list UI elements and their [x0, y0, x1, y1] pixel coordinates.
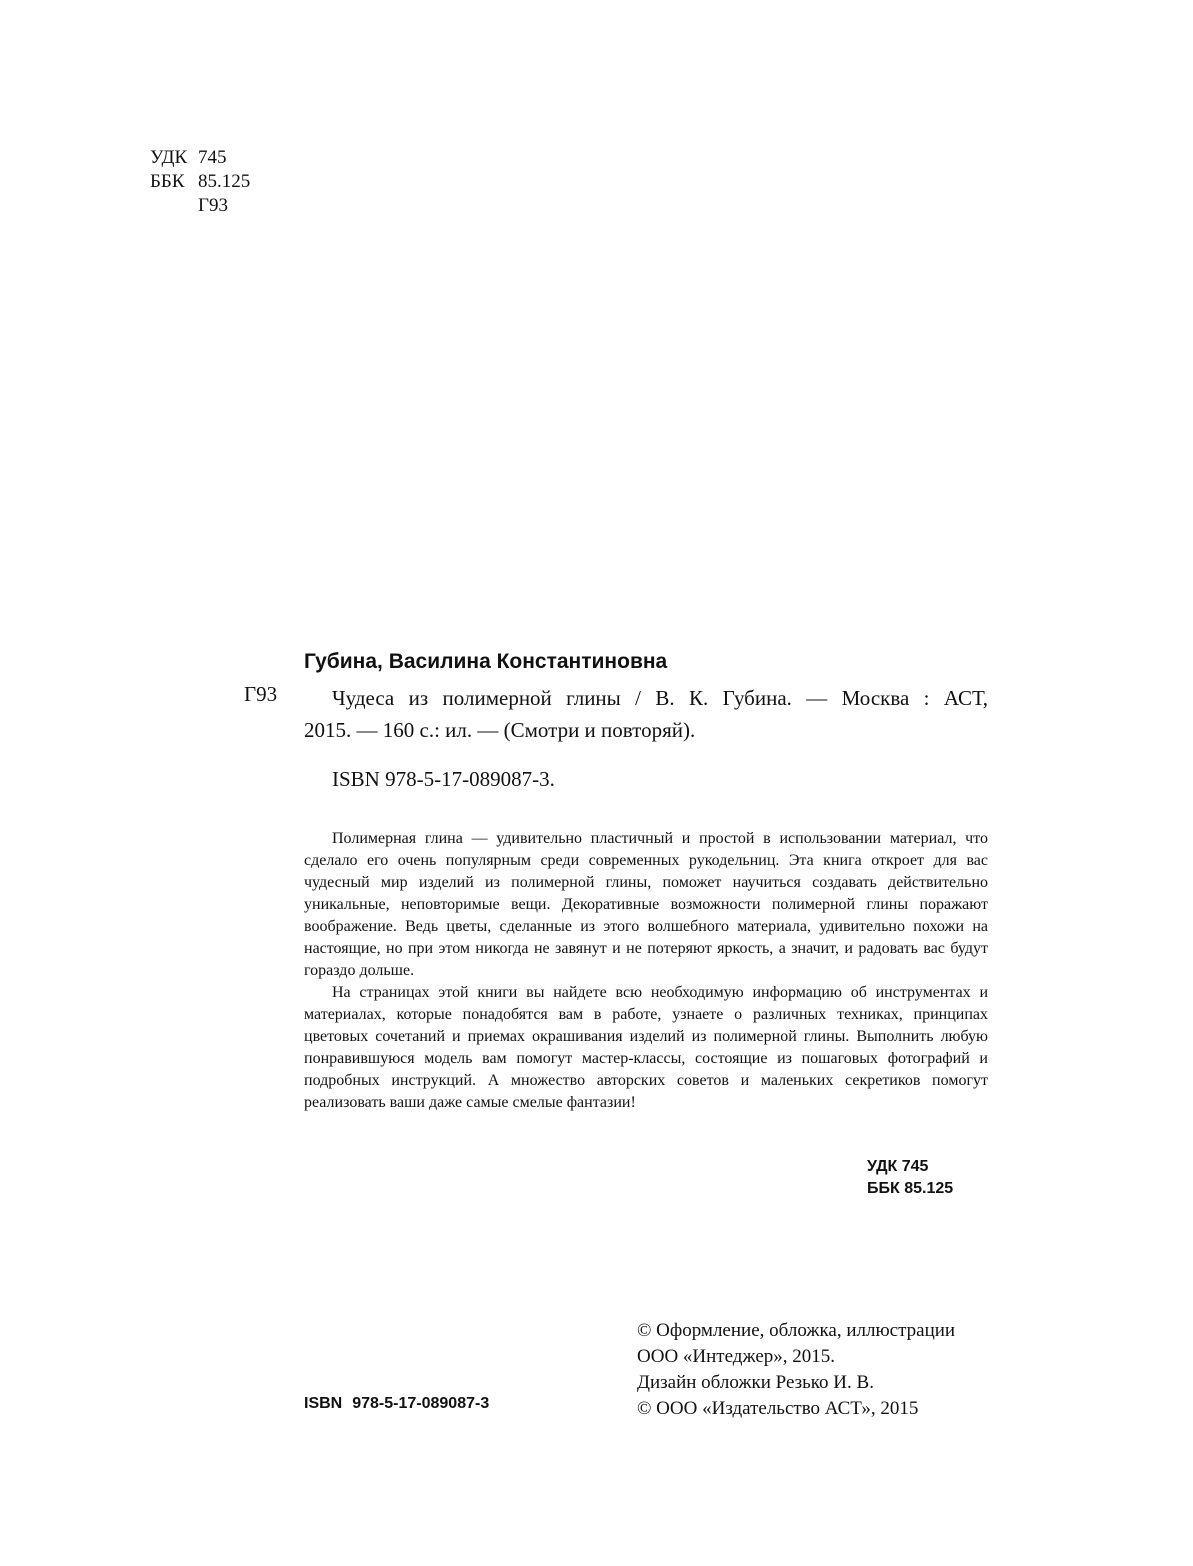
copyright-block	[637, 1318, 955, 1422]
copyright-line-1: © Оформление, обложка, иллюстрации	[637, 1320, 956, 1341]
bottom-bbk: ББК 85.125	[867, 1180, 954, 1197]
annotation-paragraph-1: Полимерная глина — удивительно пластичный и простой в использовании материал, что сделало его очень популярным среди современных рукодельниц. Эта книга откроет для вас чудесный мир изделий из полимерной глины, поможет научиться создавать действительно уникальные, неповторимые вещи. Декоративные возможности полимерной глины поражают воображение. Ведь цветы, сделанные из этого волшебного материала, удивительно похожи на настоящие, но при этом никогда не завянут и не потеряют яркость, а значит, и радовать вас будут гораздо дольше.	[304, 830, 988, 979]
top-udk-value: 745	[198, 147, 227, 168]
top-bbk-label: ББК	[150, 171, 185, 192]
bibliographic-description	[304, 682, 988, 746]
card-isbn: ISBN 978-5-17-089087-3.	[332, 767, 555, 791]
bottom-isbn	[304, 1395, 489, 1413]
top-bbk-row	[150, 170, 250, 194]
copyright-line-2: ООО «Интеджер», 2015.	[637, 1346, 836, 1367]
bottom-isbn-number: 978-5-17-089087-3	[352, 1395, 490, 1412]
top-udk-row	[150, 146, 250, 170]
annotation	[304, 828, 988, 1114]
top-udk-label: УДК	[150, 147, 188, 168]
bib-line-1: Чудеса из полимерной глины / В. К. Губина. — Москва : АСТ,	[332, 686, 988, 710]
annotation-paragraph-2: На страницах этой книги вы найдете всю необходимую информацию об инструментах и материалах, которые понадобятся вам в работе, узнаете о различных техниках, принципах цветовых сочетаний и приемах окрашивания изделий из полимерной глины. Выполнить любую понравившуюся модель вам помогут мастер-классы, состоящие из пошаговых фотографий и подробных инструкций. А множество авторских советов и маленьких секретиков помогут реализовать ваши даже самые смелые фантазии!	[304, 984, 988, 1111]
author-heading: Губина, Василина Константиновна	[304, 650, 668, 673]
copyright-line-4: © ООО «Издательство АСТ», 2015	[637, 1398, 919, 1419]
card-author-mark: Г93	[244, 682, 278, 706]
top-author-mark: Г93	[198, 195, 228, 216]
top-classification-block	[150, 146, 250, 218]
top-bbk-value: 85.125	[198, 171, 251, 192]
bottom-udk: УДК 745	[867, 1158, 929, 1175]
copyright-line-3: Дизайн обложки Резько И. В.	[637, 1372, 874, 1393]
bib-line-2: 2015. — 160 с.: ил. — (Смотри и повторяй).	[304, 718, 696, 742]
bottom-classification-block	[867, 1156, 953, 1200]
bottom-isbn-label: ISBN	[304, 1395, 343, 1412]
